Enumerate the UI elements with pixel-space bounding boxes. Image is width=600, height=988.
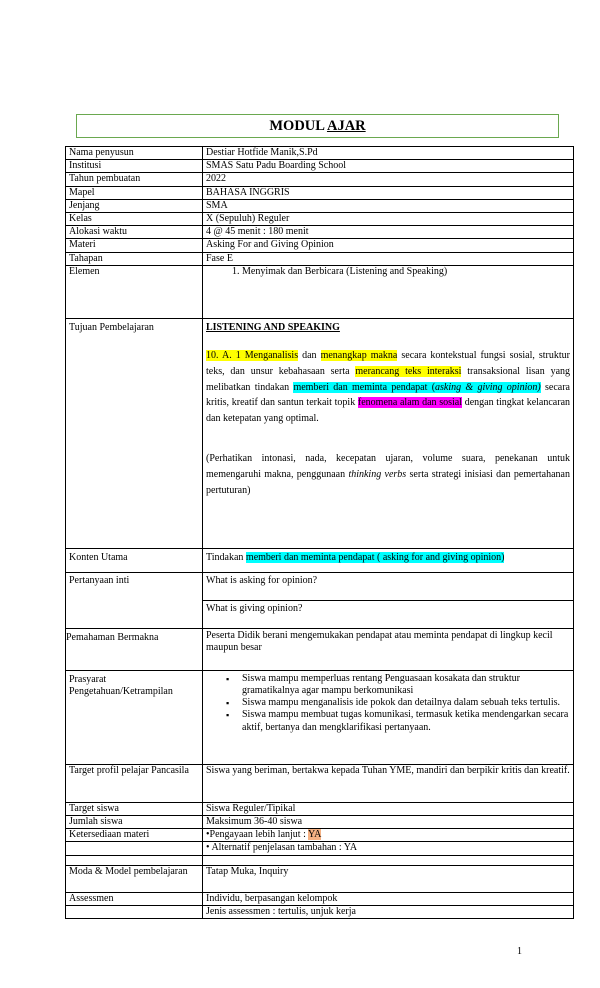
title-underlined-text: AJAR — [326, 118, 366, 134]
value-cell: BAHASA INGGRIS — [203, 186, 574, 199]
label-cell: Institusi — [66, 160, 203, 173]
label-cell: Jumlah siswa — [66, 816, 203, 829]
list-item: ▪ Siswa mampu memperluas rentang Penguasaan kosakata dan struktur gramatikalnya agar mampu berkomunikasi — [226, 673, 570, 697]
value-cell — [203, 628, 574, 670]
value-cell: X (Sepuluh) Reguler — [203, 213, 574, 226]
table-row — [66, 226, 574, 239]
text: transaksional lisan yang melibatkan tindakan — [206, 365, 571, 393]
tujuan-paragraph — [206, 348, 570, 427]
question-text: What is asking for opinion? — [206, 574, 318, 586]
text: secara kontekstual fungsi sosial, struktur teks, dan unsur kebahasaan serta — [206, 350, 570, 377]
prasyarat-list — [206, 673, 570, 734]
value-cell: Asking For and Giving Opinion — [203, 239, 574, 252]
value-cell — [203, 265, 574, 318]
table-row — [66, 252, 574, 265]
table-row — [66, 628, 574, 670]
tujuan-note — [206, 451, 570, 498]
table-row — [66, 816, 574, 829]
table-row — [66, 213, 574, 226]
value-cell: Siswa yang beriman, bertakwa kepada Tuhan YME, mandiri dan berpikir kritis dan kreatif. — [203, 764, 574, 802]
label-cell — [66, 855, 203, 865]
prasyarat-label: Prasyarat Pengetahuan/Ketrampilan — [69, 673, 173, 698]
label-cell — [66, 842, 203, 855]
value-cell: Destiar Hotfide Manik,S.Pd — [203, 147, 574, 160]
table-row — [66, 905, 574, 918]
table-row — [66, 265, 574, 318]
modul-table — [65, 146, 574, 919]
title-text: MODUL — [269, 118, 327, 134]
value-cell: 2022 — [203, 173, 574, 186]
text: Tindakan — [206, 551, 246, 563]
label-cell: Ketersediaan materi — [66, 829, 203, 842]
tujuan-heading: LISTENING AND SPEAKING — [206, 321, 340, 333]
label-cell: Kelas — [66, 213, 203, 226]
label-cell: Alokasi waktu — [66, 226, 203, 239]
value-cell — [203, 548, 574, 572]
highlight-text: asking & giving opinion) — [435, 381, 541, 393]
table-row — [66, 147, 574, 160]
list-item: ▪ Siswa mampu membuat tugas komunikasi, termasuk ketika mendengarkan secara aktif, bertanya dan mengklarifikasi pertanyaan. — [226, 709, 570, 733]
value-cell: Tatap Muka, Inquiry — [203, 865, 574, 892]
highlight-text: memberi dan meminta pendapat ( — [293, 381, 436, 393]
table-row — [66, 892, 574, 905]
text: secara kritis, kreatif dan santun terkait topik — [206, 381, 570, 409]
value-cell — [203, 572, 574, 600]
value-cell: • Alternatif penjelasan tambahan : YA — [203, 842, 574, 855]
question-text: What is giving opinion? — [206, 602, 303, 614]
pemahaman-text: Peserta Didik berani mengemukakan pendapat atau meminta pendapat di lingkup kecil maupun besar — [206, 629, 553, 654]
tujuan-label: Tujuan Pembelajaran — [69, 321, 154, 333]
table-row — [66, 855, 574, 865]
page-title — [76, 114, 559, 138]
value-cell — [203, 318, 574, 548]
highlight-text: fenomena alam dan sosial — [357, 397, 463, 409]
label-cell — [66, 548, 203, 572]
italic-text: thinking verbs — [348, 468, 407, 480]
value-cell: 4 @ 45 menit : 180 menit — [203, 226, 574, 239]
table-row — [66, 160, 574, 173]
table-row — [66, 670, 574, 764]
value-cell — [203, 829, 574, 842]
label-cell — [66, 670, 203, 764]
pemahaman-label: Pemahaman Bermakna — [66, 631, 159, 643]
label-cell: Tahun pembuatan — [66, 173, 203, 186]
value-cell — [203, 855, 574, 865]
label-cell — [66, 572, 203, 628]
value-cell — [203, 670, 574, 764]
table-row — [66, 764, 574, 802]
table-row — [66, 829, 574, 842]
table-row — [66, 842, 574, 855]
table-row — [66, 318, 574, 548]
label-cell: Moda & Model pembelajaran — [66, 865, 203, 892]
label-cell: Tahapan — [66, 252, 203, 265]
value-cell: Siswa Reguler/Tipikal — [203, 802, 574, 815]
highlight-text: menangkap makna — [320, 350, 398, 362]
highlight-text: merancang teks interaksi — [355, 365, 462, 377]
label-cell: Target siswa — [66, 802, 203, 815]
table-row — [66, 802, 574, 815]
value-cell: SMA — [203, 199, 574, 212]
table-row — [66, 173, 574, 186]
table-row — [66, 572, 574, 600]
table-row — [66, 186, 574, 199]
label-cell: Target profil pelajar Pancasila — [66, 764, 203, 802]
highlight-text: YA — [308, 829, 322, 841]
highlight-text: 10. A. 1 Menganalisis — [206, 350, 299, 362]
highlight-text: memberi dan meminta pendapat ( asking for and giving opinion) — [245, 551, 505, 563]
value-cell: Jenis assessmen : tertulis, unjuk kerja — [203, 905, 574, 918]
konten-label: Konten Utama — [69, 551, 128, 563]
table-row — [66, 239, 574, 252]
text: •Pengayaan lebih lanjut : — [206, 829, 308, 841]
value-cell: SMAS Satu Padu Boarding School — [203, 160, 574, 173]
text: dan — [298, 350, 321, 362]
label-cell: Materi — [66, 239, 203, 252]
text: serta strategi inisiasi dan pemertahanan pertuturan) — [206, 468, 570, 496]
list-item: ▪ Siswa mampu menganalisis ide pokok dan detailnya dalam sebuah teks tertulis. — [226, 697, 570, 709]
label-cell: Assessmen — [66, 892, 203, 905]
text: dengan tingkat kelancaran dan ketepatan yang optimal. — [206, 397, 571, 425]
label-cell: Mapel — [66, 186, 203, 199]
label-cell: Jenjang — [66, 199, 203, 212]
elemen-text: 1. Menyimak dan Berbicara (Listening and Speaking) — [232, 265, 448, 277]
pertanyaan-label: Pertanyaan inti — [69, 574, 130, 586]
label-cell: Nama penyusun — [66, 147, 203, 160]
label-cell — [66, 905, 203, 918]
text: (Perhatikan intonasi, nada, kecepatan ujaran, volume suara, penekanan untuk memengaruhi makna, penggunaan — [206, 453, 570, 480]
table-row — [66, 199, 574, 212]
table-row — [66, 865, 574, 892]
label-cell — [66, 628, 203, 670]
page-number: 1 — [517, 946, 522, 957]
value-cell: Fase E — [203, 252, 574, 265]
value-cell: Individu, berpasangan kelompok — [203, 892, 574, 905]
value-cell: Maksimum 36-40 siswa — [203, 816, 574, 829]
label-cell: Elemen — [66, 265, 203, 318]
label-cell — [66, 318, 203, 548]
value-cell — [203, 600, 574, 628]
table-row — [66, 548, 574, 572]
